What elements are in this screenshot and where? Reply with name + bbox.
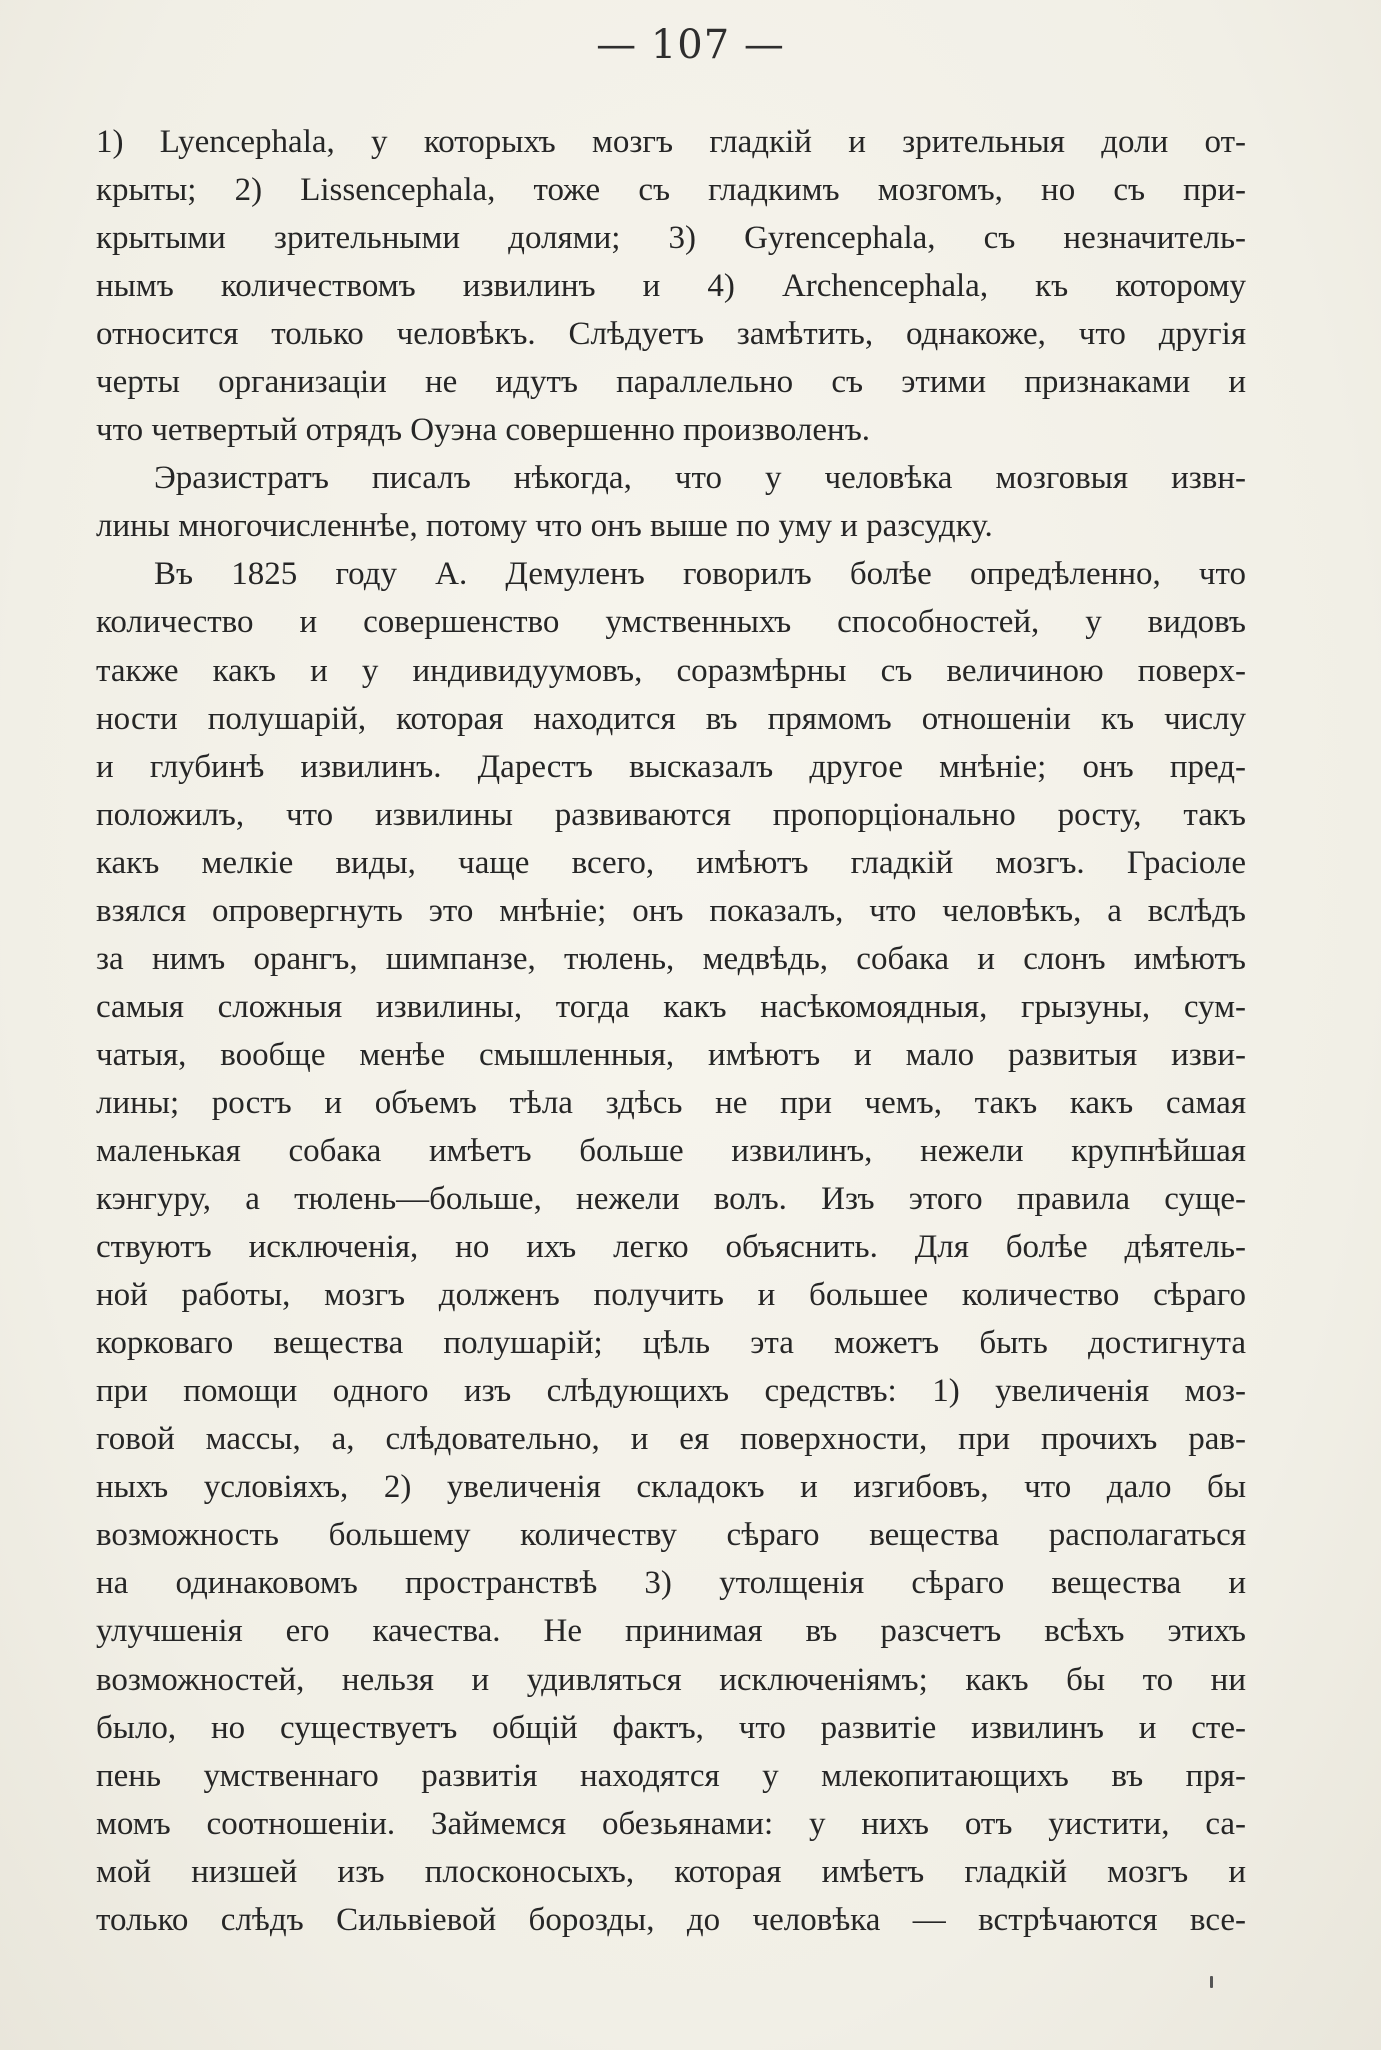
text-line: какъ мелкіе виды, чаще всего, имѣютъ гладкій мозгъ. Грасіоле bbox=[96, 844, 1246, 881]
text-line: на одинаковомъ пространствѣ 3) утолщенія сѣраго вещества и bbox=[96, 1565, 1246, 1602]
paragraph-first-line: Эразистратъ писалъ нѣкогда, что у человѣка мозговыя извн- bbox=[154, 460, 1246, 497]
text-line: лины; ростъ и объемъ тѣла здѣсь не при чемъ, такъ какъ самая bbox=[96, 1084, 1246, 1121]
text-line: ности полушарій, которая находится въ прямомъ отношеніи къ числу bbox=[96, 700, 1246, 737]
text-line: при помощи одного изъ слѣдующихъ средствъ: 1) увеличенія моз- bbox=[96, 1373, 1246, 1410]
text-line: чатыя, вообще менѣе смышленныя, имѣютъ и мало развитыя изви- bbox=[96, 1036, 1246, 1073]
text-line: самыя сложныя извилины, тогда какъ насѣкомоядныя, грызуны, сум- bbox=[96, 988, 1246, 1025]
ink-mark bbox=[1210, 1976, 1213, 1988]
text-line: что четвертый отрядъ Оуэна совершенно произволенъ. bbox=[96, 412, 871, 449]
text-line: черты организаціи не идутъ параллельно съ этими признаками и bbox=[96, 364, 1246, 401]
text-line: ныхъ условіяхъ, 2) увеличенія складокъ и изгибовъ, что дало бы bbox=[96, 1469, 1246, 1506]
text-line: нымъ количествомъ извилинъ и 4) Archencephala, къ которому bbox=[96, 268, 1246, 305]
text-line: крытыми зрительными долями; 3) Gyrencephala, съ незначитель- bbox=[96, 220, 1246, 257]
paragraph-first-line: Въ 1825 году А. Демуленъ говорилъ болѣе опредѣленно, что bbox=[154, 556, 1246, 593]
text-line: маленькая собака имѣетъ больше извилинъ, нежели крупнѣйшая bbox=[96, 1132, 1246, 1169]
text-line: было, но существуетъ общій фактъ, что развитіе извилинъ и сте- bbox=[96, 1709, 1246, 1746]
text-line: корковаго вещества полушарій; цѣль эта можетъ быть достигнута bbox=[96, 1325, 1246, 1362]
text-line: возможность большему количеству сѣраго вещества располагаться bbox=[96, 1517, 1246, 1554]
text-line: количество и совершенство умственныхъ способностей, у видовъ bbox=[96, 604, 1246, 641]
text-line: пень умственнаго развитія находятся у млекопитающихъ въ пря- bbox=[96, 1757, 1246, 1794]
text-line: момъ соотношеніи. Займемся обезьянами: у нихъ отъ уистити, са- bbox=[96, 1805, 1246, 1842]
text-line: лины многочисленнѣе, потому что онъ выше по уму и разсудку. bbox=[96, 508, 993, 545]
text-line: говой массы, а, слѣдовательно, и ея поверхности, при прочихъ рав- bbox=[96, 1421, 1246, 1458]
text-line: взялся опровергнуть это мнѣніе; онъ показалъ, что человѣкъ, а вслѣдъ bbox=[96, 892, 1246, 929]
text-line: крыты; 2) Lissencephala, тоже съ гладкимъ мозгомъ, но съ при- bbox=[96, 172, 1246, 209]
text-line: кэнгуру, а тюлень—больше, нежели волъ. Изъ этого правила суще- bbox=[96, 1181, 1246, 1218]
text-line: улучшенія его качества. Не принимая въ разсчетъ всѣхъ этихъ bbox=[96, 1613, 1246, 1650]
text-line: относится только человѣкъ. Слѣдуетъ замѣтить, однакоже, что другія bbox=[96, 316, 1246, 353]
text-line: также какъ и у индивидуумовъ, соразмѣрны съ величиною поверх- bbox=[96, 652, 1246, 689]
text-line: за нимъ орангъ, шимпанзе, тюлень, медвѣдь, собака и слонъ имѣютъ bbox=[96, 940, 1246, 977]
text-line: положилъ, что извилины развиваются пропорціонально росту, такъ bbox=[96, 796, 1246, 833]
text-line: мой низшей изъ плосконосыхъ, которая имѣетъ гладкій мозгъ и bbox=[96, 1853, 1246, 1890]
text-line: только слѣдъ Сильвіевой борозды, до человѣка — встрѣчаются все- bbox=[96, 1901, 1246, 1938]
text-line: ной работы, мозгъ долженъ получить и большее количество сѣраго bbox=[96, 1277, 1246, 1314]
page-number: — 107 — bbox=[596, 22, 785, 68]
text-line: ствуютъ исключенія, но ихъ легко объяснить. Для болѣе дѣятель- bbox=[96, 1229, 1246, 1266]
text-line: и глубинѣ извилинъ. Дарестъ высказалъ другое мнѣніе; онъ пред- bbox=[96, 748, 1246, 785]
text-line: 1) Lyencephala, у которыхъ мозгъ гладкій и зрительныя доли от- bbox=[96, 124, 1246, 160]
text-line: возможностей, нельзя и удивляться исключеніямъ; какъ бы то ни bbox=[96, 1661, 1246, 1698]
body-text bbox=[96, 118, 1246, 1944]
